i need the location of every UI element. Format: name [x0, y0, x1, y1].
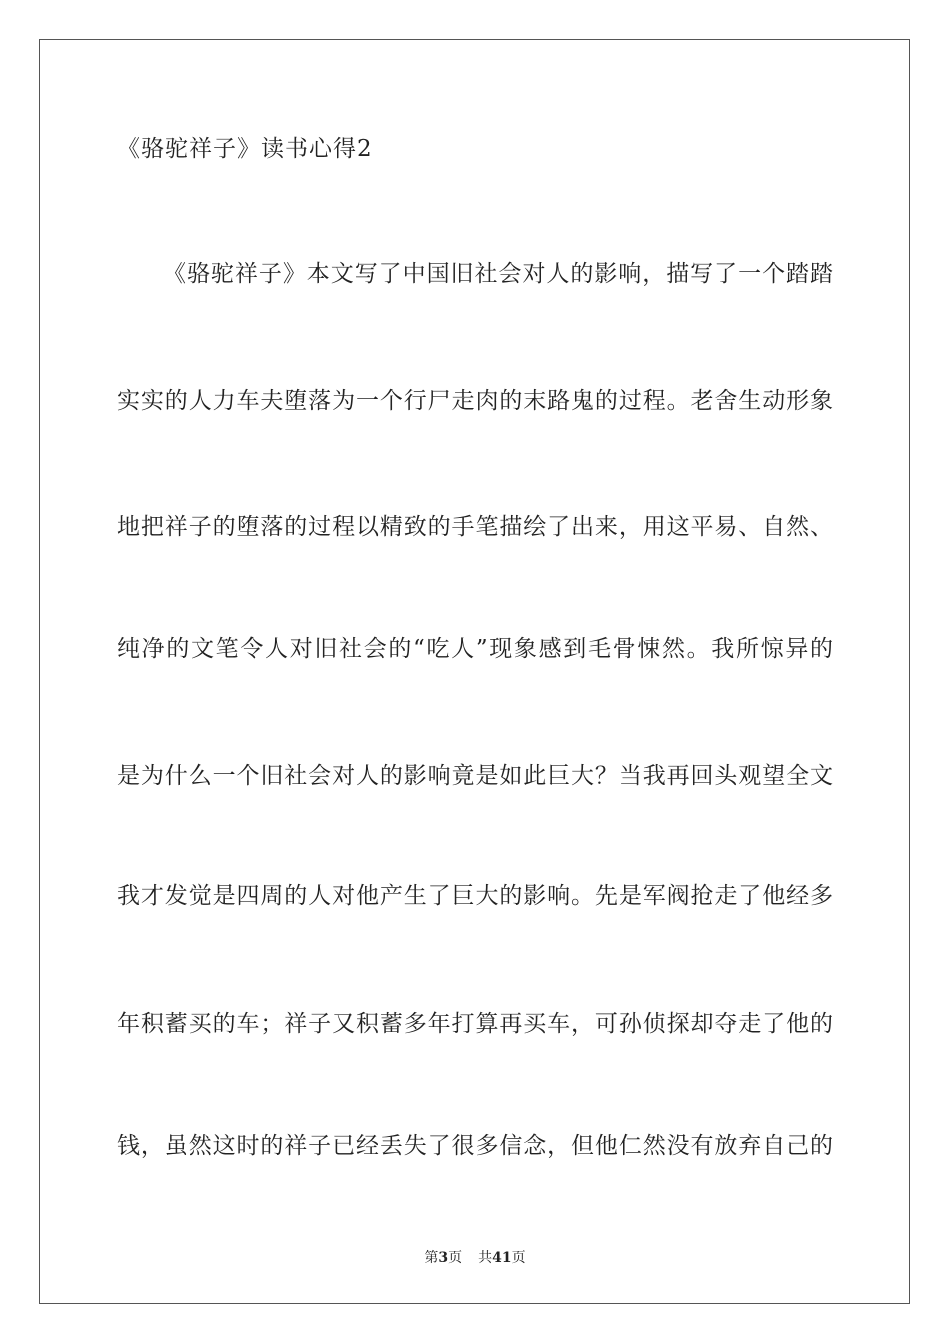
document-title: 《骆驼祥子》读书心得2 — [117, 136, 373, 162]
paragraph-line-7: 年积蓄买的车；祥子又积蓄多年打算再买车，可孙侦探却夺走了他的 — [117, 1011, 833, 1037]
paragraph-line-6: 我才发觉是四周的人对他产生了巨大的影响。先是军阀抢走了他经多 — [117, 883, 833, 909]
footer-total-suffix: 页 — [511, 1250, 526, 1266]
footer-page-prefix: 第 — [424, 1250, 439, 1266]
paragraph-line-5: 是为什么一个旧社会对人的影响竟是如此巨大？当我再回头观望全文 — [117, 763, 833, 789]
footer-page-suffix: 页 — [448, 1250, 463, 1266]
paragraph-line-3: 地把祥子的堕落的过程以精致的手笔描绘了出来，用这平易、自然、 — [117, 514, 833, 540]
paragraph-line-8: 钱，虽然这时的祥子已经丢失了很多信念，但他仁然没有放弃自己的 — [117, 1133, 833, 1159]
page-footer — [0, 1249, 950, 1267]
paragraph-line-4: 纯净的文笔令人对旧社会的“吃人”现象感到毛骨悚然。我所惊异的 — [117, 636, 833, 662]
footer-page-number: 3 — [438, 1250, 449, 1266]
footer-total-prefix: 共 — [478, 1250, 493, 1266]
paragraph-line-1: 《骆驼祥子》本文写了中国旧社会对人的影响，描写了一个踏踏 — [163, 261, 833, 287]
footer-total-pages: 41 — [492, 1250, 512, 1266]
page-frame — [39, 39, 910, 1304]
paragraph-line-2: 实实的人力车夫堕落为一个行尸走肉的末路鬼的过程。老舍生动形象 — [117, 388, 833, 414]
